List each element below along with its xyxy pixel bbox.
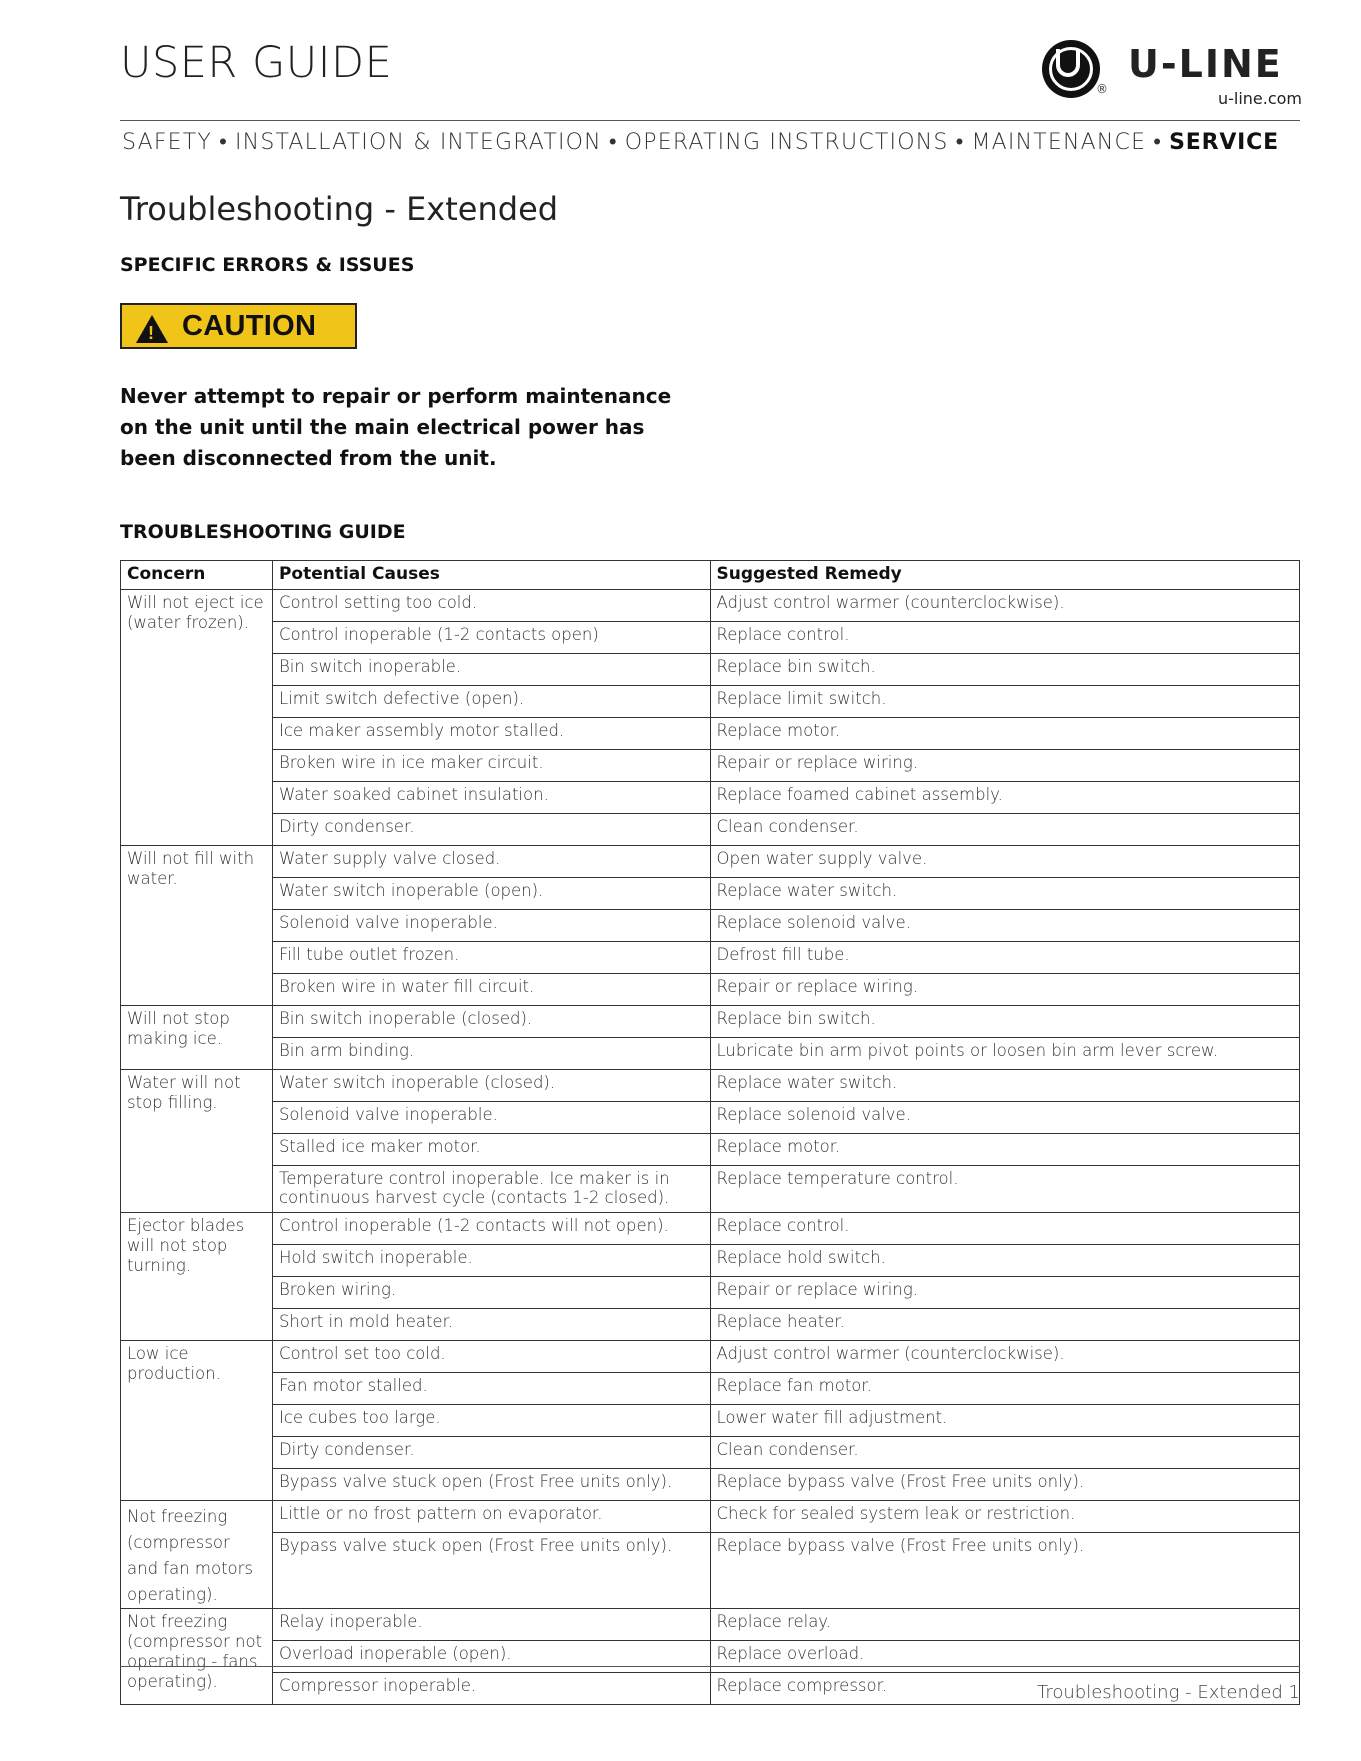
remedy-cell: Replace bypass valve (Frost Free units only). — [710, 1533, 1299, 1609]
concern-cell: Not freezing (compressor not operating - fans operating). — [121, 1609, 273, 1705]
table-row — [121, 1405, 1300, 1437]
remedy-cell: Replace solenoid valve. — [710, 1102, 1299, 1134]
nav-item-installation[interactable]: INSTALLATION & INTEGRATION — [234, 130, 602, 155]
warning-text — [120, 381, 700, 474]
table-row — [121, 1070, 1300, 1102]
warning-line: been disconnected from the unit. — [120, 446, 497, 470]
cause-cell: Little or no frost pattern on evaporator. — [272, 1501, 710, 1533]
table-row — [121, 590, 1300, 622]
table-row — [121, 654, 1300, 686]
nav-item-safety[interactable]: SAFETY — [122, 130, 213, 155]
table-row — [121, 622, 1300, 654]
remedy-cell: Replace motor. — [710, 718, 1299, 750]
cause-cell: Control inoperable (1-2 contacts open) — [272, 622, 710, 654]
cause-cell: Limit switch defective (open). — [272, 686, 710, 718]
nav-item-maintenance[interactable]: MAINTENANCE — [971, 130, 1147, 155]
table-row — [121, 1501, 1300, 1533]
header-divider — [120, 120, 1300, 121]
remedy-cell: Replace motor. — [710, 1134, 1299, 1166]
remedy-cell: Replace bin switch. — [710, 1006, 1299, 1038]
section-nav — [122, 129, 1279, 155]
remedy-cell: Replace compressor. — [710, 1673, 1299, 1705]
remedy-cell: Open water supply valve. — [710, 846, 1299, 878]
registered-mark: ® — [1096, 82, 1108, 96]
table-row — [121, 686, 1300, 718]
table-row — [121, 910, 1300, 942]
cause-cell: Relay inoperable. — [272, 1609, 710, 1641]
remedy-cell: Replace heater. — [710, 1309, 1299, 1341]
remedy-cell: Replace water switch. — [710, 878, 1299, 910]
remedy-cell: Replace overload. — [710, 1641, 1299, 1673]
cause-cell: Bin arm binding. — [272, 1038, 710, 1070]
table-row — [121, 1006, 1300, 1038]
remedy-cell: Replace control. — [710, 622, 1299, 654]
cause-cell: Ice maker assembly motor stalled. — [272, 718, 710, 750]
warning-line: on the unit until the main electrical power has — [120, 415, 645, 439]
cause-cell: Broken wire in water fill circuit. — [272, 974, 710, 1006]
remedy-cell: Replace control. — [710, 1213, 1299, 1245]
cause-cell: Stalled ice maker motor. — [272, 1134, 710, 1166]
column-header-remedy: Suggested Remedy — [710, 561, 1299, 590]
remedy-cell: Adjust control warmer (counterclockwise). — [710, 590, 1299, 622]
cause-cell: Ice cubes too large. — [272, 1405, 710, 1437]
caution-label — [120, 303, 357, 349]
remedy-cell: Clean condenser. — [710, 814, 1299, 846]
remedy-cell: Adjust control warmer (counterclockwise). — [710, 1341, 1299, 1373]
cause-cell: Fan motor stalled. — [272, 1373, 710, 1405]
table-row — [121, 1277, 1300, 1309]
table-row — [121, 846, 1300, 878]
cause-cell: Solenoid valve inoperable. — [272, 910, 710, 942]
cause-cell: Water switch inoperable (closed). — [272, 1070, 710, 1102]
cause-cell: Dirty condenser. — [272, 814, 710, 846]
remedy-cell: Replace hold switch. — [710, 1245, 1299, 1277]
remedy-cell: Clean condenser. — [710, 1437, 1299, 1469]
remedy-cell: Replace limit switch. — [710, 686, 1299, 718]
cause-cell: Bypass valve stuck open (Frost Free units only). — [272, 1533, 710, 1609]
cause-cell: Bin switch inoperable. — [272, 654, 710, 686]
remedy-cell: Lower water fill adjustment. — [710, 1405, 1299, 1437]
footer-page-label: Troubleshooting - Extended 1 — [1037, 1682, 1300, 1703]
troubleshooting-table — [120, 560, 1300, 1705]
column-header-causes: Potential Causes — [272, 561, 710, 590]
table-row — [121, 1245, 1300, 1277]
concern-cell: Will not fill with water. — [121, 846, 273, 1006]
nav-separator: • — [955, 130, 965, 155]
cause-cell: Control set too cold. — [272, 1341, 710, 1373]
table-row — [121, 1102, 1300, 1134]
cause-cell: Water soaked cabinet insulation. — [272, 782, 710, 814]
cause-cell: Overload inoperable (open). — [272, 1641, 710, 1673]
remedy-cell: Check for sealed system leak or restriction. — [710, 1501, 1299, 1533]
remedy-cell: Replace temperature control. — [710, 1166, 1299, 1213]
concern-cell: Water will not stop filling. — [121, 1070, 273, 1213]
cause-cell: Water supply valve closed. — [272, 846, 710, 878]
remedy-cell: Repair or replace wiring. — [710, 1277, 1299, 1309]
remedy-cell: Replace fan motor. — [710, 1373, 1299, 1405]
logo-url[interactable]: u-line.com — [1217, 89, 1302, 108]
table-row — [121, 1309, 1300, 1341]
remedy-cell: Replace water switch. — [710, 1070, 1299, 1102]
remedy-cell: Repair or replace wiring. — [710, 750, 1299, 782]
cause-cell: Control inoperable (1-2 contacts will not open). — [272, 1213, 710, 1245]
nav-item-service[interactable]: SERVICE — [1169, 130, 1279, 155]
cause-cell: Temperature control inoperable. Ice maker is in continuous harvest cycle (contacts 1-2 closed). — [272, 1166, 710, 1213]
cause-cell: Bin switch inoperable (closed). — [272, 1006, 710, 1038]
warning-triangle-icon — [136, 315, 168, 343]
cause-cell: Bypass valve stuck open (Frost Free units only). — [272, 1469, 710, 1501]
concern-cell: Ejector blades will not stop turning. — [121, 1213, 273, 1341]
nav-separator: • — [608, 130, 618, 155]
cause-cell: Compressor inoperable. — [272, 1673, 710, 1705]
table-row — [121, 1038, 1300, 1070]
table-row — [121, 1533, 1300, 1609]
remedy-cell: Defrost fill tube. — [710, 942, 1299, 974]
nav-separator: • — [219, 130, 228, 155]
cause-cell: Solenoid valve inoperable. — [272, 1102, 710, 1134]
table-row — [121, 942, 1300, 974]
table-row — [121, 974, 1300, 1006]
remedy-cell: Replace bin switch. — [710, 654, 1299, 686]
table-row — [121, 1437, 1300, 1469]
table-row — [121, 1641, 1300, 1673]
brand-logo — [1042, 40, 1302, 110]
table-row — [121, 1134, 1300, 1166]
guide-heading: TROUBLESHOOTING GUIDE — [120, 521, 406, 543]
cause-cell: Water switch inoperable (open). — [272, 878, 710, 910]
table-row — [121, 718, 1300, 750]
table-row — [121, 750, 1300, 782]
cause-cell: Short in mold heater. — [272, 1309, 710, 1341]
cause-cell: Broken wiring. — [272, 1277, 710, 1309]
table-row — [121, 1341, 1300, 1373]
warning-line: Never attempt to repair or perform maintenance — [120, 384, 672, 408]
table-row — [121, 1373, 1300, 1405]
table-row — [121, 1166, 1300, 1213]
table-body — [121, 590, 1300, 1705]
u-line-logo-icon — [1042, 40, 1100, 98]
cause-cell: Broken wire in ice maker circuit. — [272, 750, 710, 782]
table-header-row — [121, 561, 1300, 590]
table-row — [121, 878, 1300, 910]
concern-cell: Not freezing (compressor and fan motors operating). — [121, 1501, 273, 1609]
remedy-cell: Repair or replace wiring. — [710, 974, 1299, 1006]
cause-cell: Hold switch inoperable. — [272, 1245, 710, 1277]
table-row — [121, 1609, 1300, 1641]
caution-text: CAUTION — [182, 310, 317, 342]
cause-cell: Fill tube outlet frozen. — [272, 942, 710, 974]
concern-cell: Will not stop making ice. — [121, 1006, 273, 1070]
remedy-cell: Replace solenoid valve. — [710, 910, 1299, 942]
footer-divider — [120, 1666, 1300, 1667]
concern-cell: Will not eject ice (water frozen). — [121, 590, 273, 846]
section-title: Troubleshooting - Extended — [120, 190, 559, 228]
cause-cell: Control setting too cold. — [272, 590, 710, 622]
table-row — [121, 1469, 1300, 1501]
remedy-cell: Lubricate bin arm pivot points or loosen bin arm lever screw. — [710, 1038, 1299, 1070]
nav-item-operating[interactable]: OPERATING INSTRUCTIONS — [624, 130, 949, 155]
remedy-cell: Replace bypass valve (Frost Free units only). — [710, 1469, 1299, 1501]
remedy-cell: Replace relay. — [710, 1609, 1299, 1641]
page-title: USER GUIDE — [120, 38, 393, 88]
column-header-concern: Concern — [121, 561, 273, 590]
remedy-cell: Replace foamed cabinet assembly. — [710, 782, 1299, 814]
table-row — [121, 1213, 1300, 1245]
cause-cell: Dirty condenser. — [272, 1437, 710, 1469]
sub-heading: SPECIFIC ERRORS & ISSUES — [120, 254, 415, 276]
concern-cell: Low ice production. — [121, 1341, 273, 1501]
nav-separator: • — [1153, 130, 1163, 155]
table-row — [121, 782, 1300, 814]
table-row — [121, 814, 1300, 846]
logo-wordmark: U-LINE — [1128, 42, 1283, 86]
